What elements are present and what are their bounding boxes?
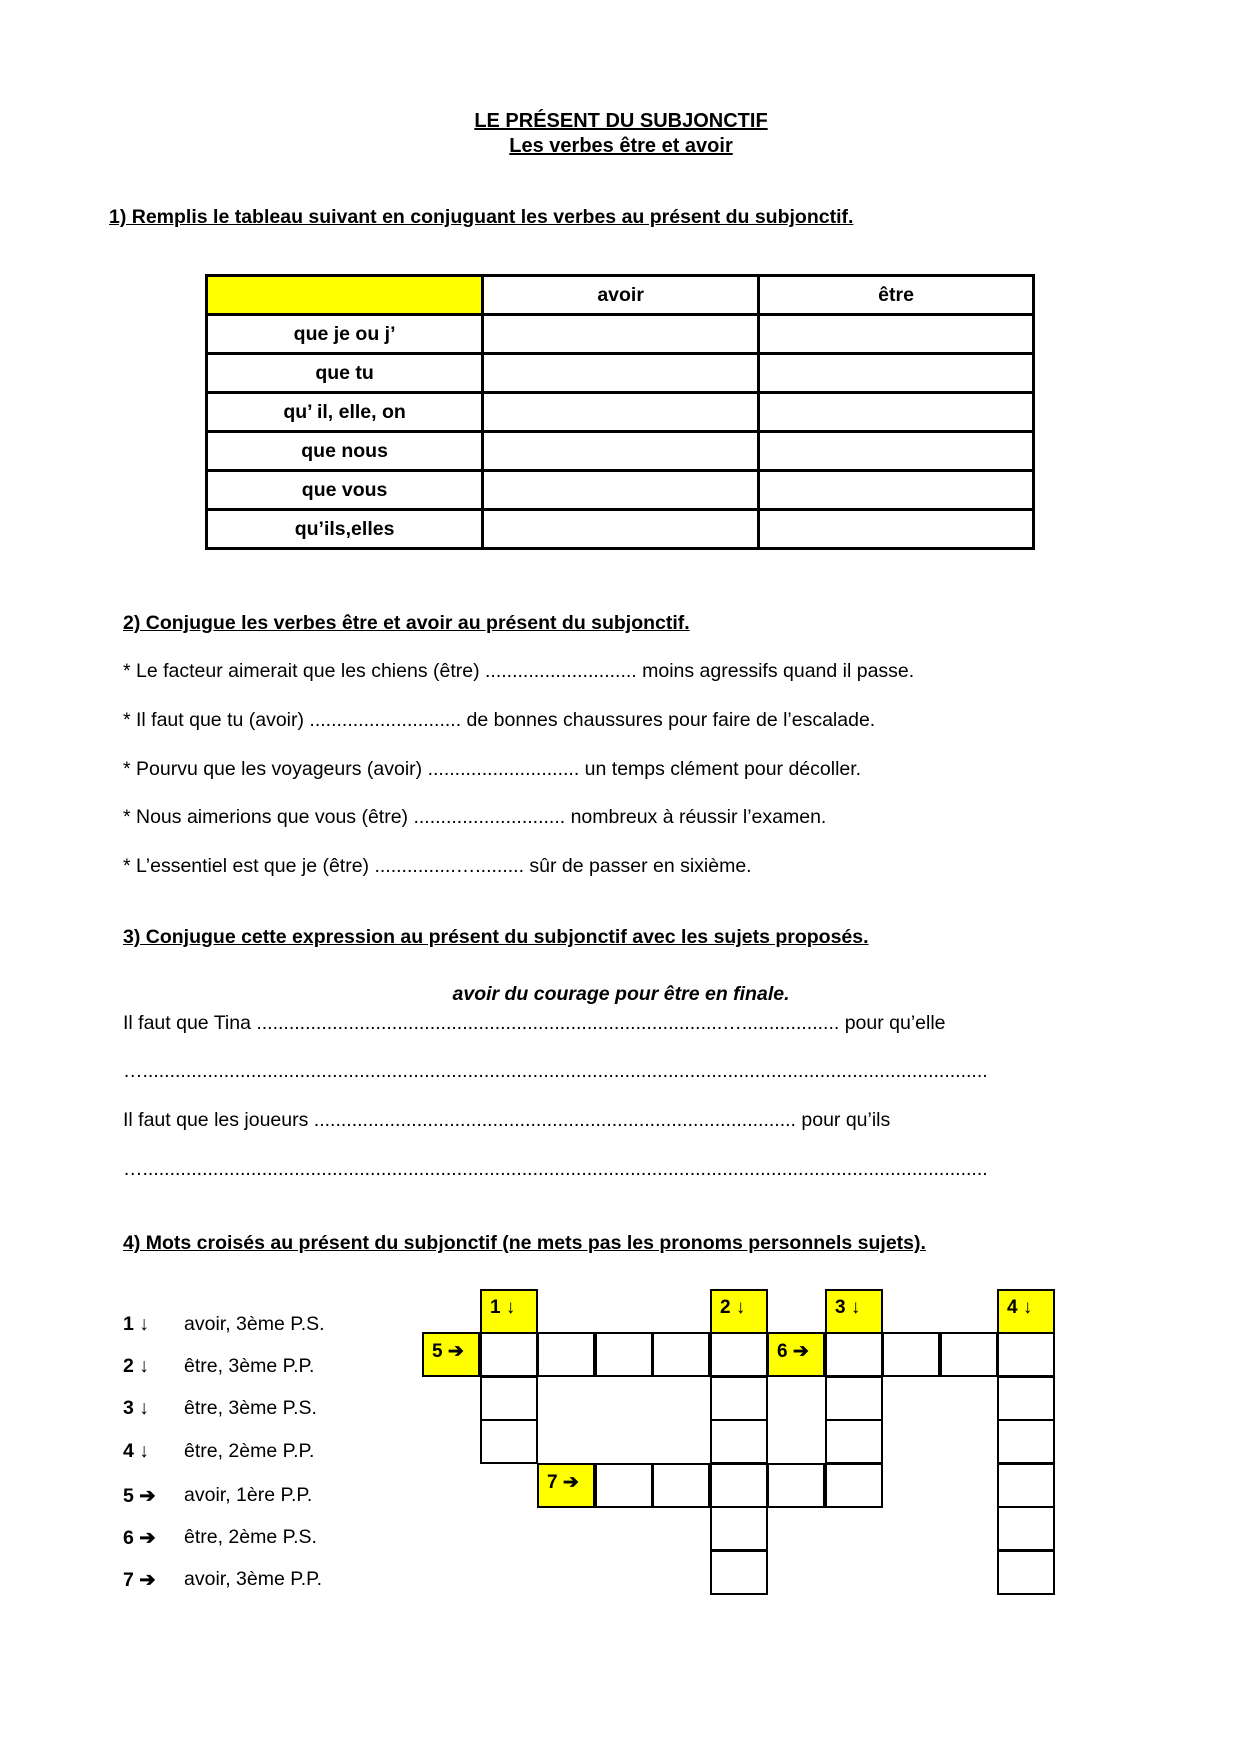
answer-cell[interactable]	[483, 393, 759, 432]
clue-number: 1 ↓	[123, 1313, 150, 1335]
crossword-cell[interactable]	[997, 1419, 1055, 1464]
clue-number: 4 ↓	[123, 1440, 150, 1462]
crossword-cell[interactable]	[997, 1332, 1055, 1377]
answer-cell[interactable]	[483, 510, 759, 549]
crossword-cell[interactable]	[480, 1419, 538, 1464]
crossword-cell[interactable]	[595, 1332, 653, 1377]
crossword-cell[interactable]	[767, 1463, 825, 1508]
crossword-cell[interactable]	[882, 1332, 940, 1377]
table-row	[207, 315, 1034, 354]
crossword-cell[interactable]	[997, 1376, 1055, 1421]
row-label: qu’ils,elles	[207, 510, 483, 549]
row-label: que nous	[207, 432, 483, 471]
crossword-cell[interactable]	[825, 1332, 883, 1377]
answer-line: Il faut que Tina ......................................................................................….................. pour qu’elle	[123, 1012, 946, 1034]
row-label: que vous	[207, 471, 483, 510]
answer-cell[interactable]	[483, 471, 759, 510]
crossword-cell[interactable]	[480, 1376, 538, 1421]
q3-heading: 3) Conjugue cette expression au présent du subjonctif avec les sujets proposés.	[123, 926, 869, 948]
table-row	[207, 354, 1034, 393]
answer-cell[interactable]	[759, 432, 1034, 471]
answer-line: Il faut que les joueurs ......................................................................................... pour qu’ils	[123, 1109, 891, 1131]
crossword-cell[interactable]	[710, 1332, 768, 1377]
crossword-cell[interactable]	[480, 1332, 538, 1377]
crossword-label-5: 5 ➔	[422, 1332, 480, 1377]
clue-text: avoir, 3ème P.S.	[184, 1313, 325, 1335]
row-label: que tu	[207, 354, 483, 393]
clue-text: être, 2ème P.P.	[184, 1440, 315, 1462]
crossword-label-6: 6 ➔	[767, 1332, 825, 1377]
crossword-cell[interactable]	[652, 1463, 710, 1508]
column-header-avoir: avoir	[483, 276, 759, 315]
crossword-label-7: 7 ➔	[537, 1463, 595, 1508]
clue-number: 7 ➔	[123, 1569, 156, 1591]
q2-heading: 2) Conjugue les verbes être et avoir au présent du subjonctif.	[123, 612, 690, 634]
row-label: qu’ il, elle, on	[207, 393, 483, 432]
crossword-cell[interactable]	[997, 1463, 1055, 1508]
page-subtitle: Les verbes être et avoir	[509, 135, 733, 157]
table-header-row	[207, 276, 1034, 315]
crossword-label-2: 2 ↓	[710, 1289, 768, 1334]
clue-text: être, 2ème P.S.	[184, 1526, 317, 1548]
table-row	[207, 393, 1034, 432]
page-title: LE PRÉSENT DU SUBJONCTIF	[474, 110, 768, 132]
column-header-etre: être	[759, 276, 1034, 315]
clue-number: 6 ➔	[123, 1527, 156, 1549]
exercise-sentence: * L’essentiel est que je (être) ...............…......... sûr de passer en sixième.	[123, 855, 752, 877]
crossword-cell[interactable]	[710, 1550, 768, 1595]
clue-number: 5 ➔	[123, 1485, 156, 1507]
crossword-cell[interactable]	[710, 1376, 768, 1421]
crossword-cell[interactable]	[825, 1376, 883, 1421]
crossword-cell[interactable]	[940, 1332, 998, 1377]
exercise-sentence: * Le facteur aimerait que les chiens (être) ............................ moins agressifs quand il passe.	[123, 660, 915, 682]
table-row	[207, 471, 1034, 510]
clue-number: 2 ↓	[123, 1355, 150, 1377]
crossword-cell[interactable]	[997, 1506, 1055, 1551]
clue-text: avoir, 3ème P.P.	[184, 1568, 323, 1590]
answer-cell[interactable]	[759, 393, 1034, 432]
table-corner-cell	[207, 276, 483, 315]
clue-number: 3 ↓	[123, 1397, 150, 1419]
answer-cell[interactable]	[483, 315, 759, 354]
exercise-sentence: * Il faut que tu (avoir) ............................ de bonnes chaussures pour faire de l’escalade.	[123, 709, 876, 731]
table-row	[207, 432, 1034, 471]
crossword-cell[interactable]	[652, 1332, 710, 1377]
q3-expression: avoir du courage pour être en finale.	[452, 983, 790, 1005]
exercise-sentence: * Nous aimerions que vous (être) ............................ nombreux à réussir l’examen.	[123, 806, 827, 828]
answer-cell[interactable]	[483, 432, 759, 471]
crossword-label-3: 3 ↓	[825, 1289, 883, 1334]
answer-line: …............................................................................................................................................................	[123, 1158, 988, 1180]
row-label: que je ou j’	[207, 315, 483, 354]
answer-line: …............................................................................................................................................................	[123, 1060, 988, 1082]
crossword-label-1: 1 ↓	[480, 1289, 538, 1334]
q1-heading: 1) Remplis le tableau suivant en conjuguant les verbes au présent du subjonctif.	[109, 206, 854, 228]
crossword-cell[interactable]	[710, 1506, 768, 1551]
exercise-sentence: * Pourvu que les voyageurs (avoir) ............................ un temps clément pour décoller.	[123, 758, 862, 780]
crossword-cell[interactable]	[710, 1463, 768, 1508]
clue-text: être, 3ème P.P.	[184, 1355, 315, 1377]
q4-heading: 4) Mots croisés au présent du subjonctif (ne mets pas les pronoms personnels sujets).	[123, 1232, 926, 1254]
crossword-cell[interactable]	[710, 1419, 768, 1464]
answer-cell[interactable]	[759, 315, 1034, 354]
crossword-cell[interactable]	[997, 1550, 1055, 1595]
crossword-label-4: 4 ↓	[997, 1289, 1055, 1334]
answer-cell[interactable]	[759, 471, 1034, 510]
answer-cell[interactable]	[759, 354, 1034, 393]
clue-text: être, 3ème P.S.	[184, 1397, 317, 1419]
crossword-cell[interactable]	[537, 1332, 595, 1377]
conjugation-table	[205, 274, 1035, 550]
table-row	[207, 510, 1034, 549]
crossword-cell[interactable]	[825, 1463, 883, 1508]
answer-cell[interactable]	[483, 354, 759, 393]
clue-text: avoir, 1ère P.P.	[184, 1484, 313, 1506]
answer-cell[interactable]	[759, 510, 1034, 549]
crossword-cell[interactable]	[595, 1463, 653, 1508]
crossword-cell[interactable]	[825, 1419, 883, 1464]
